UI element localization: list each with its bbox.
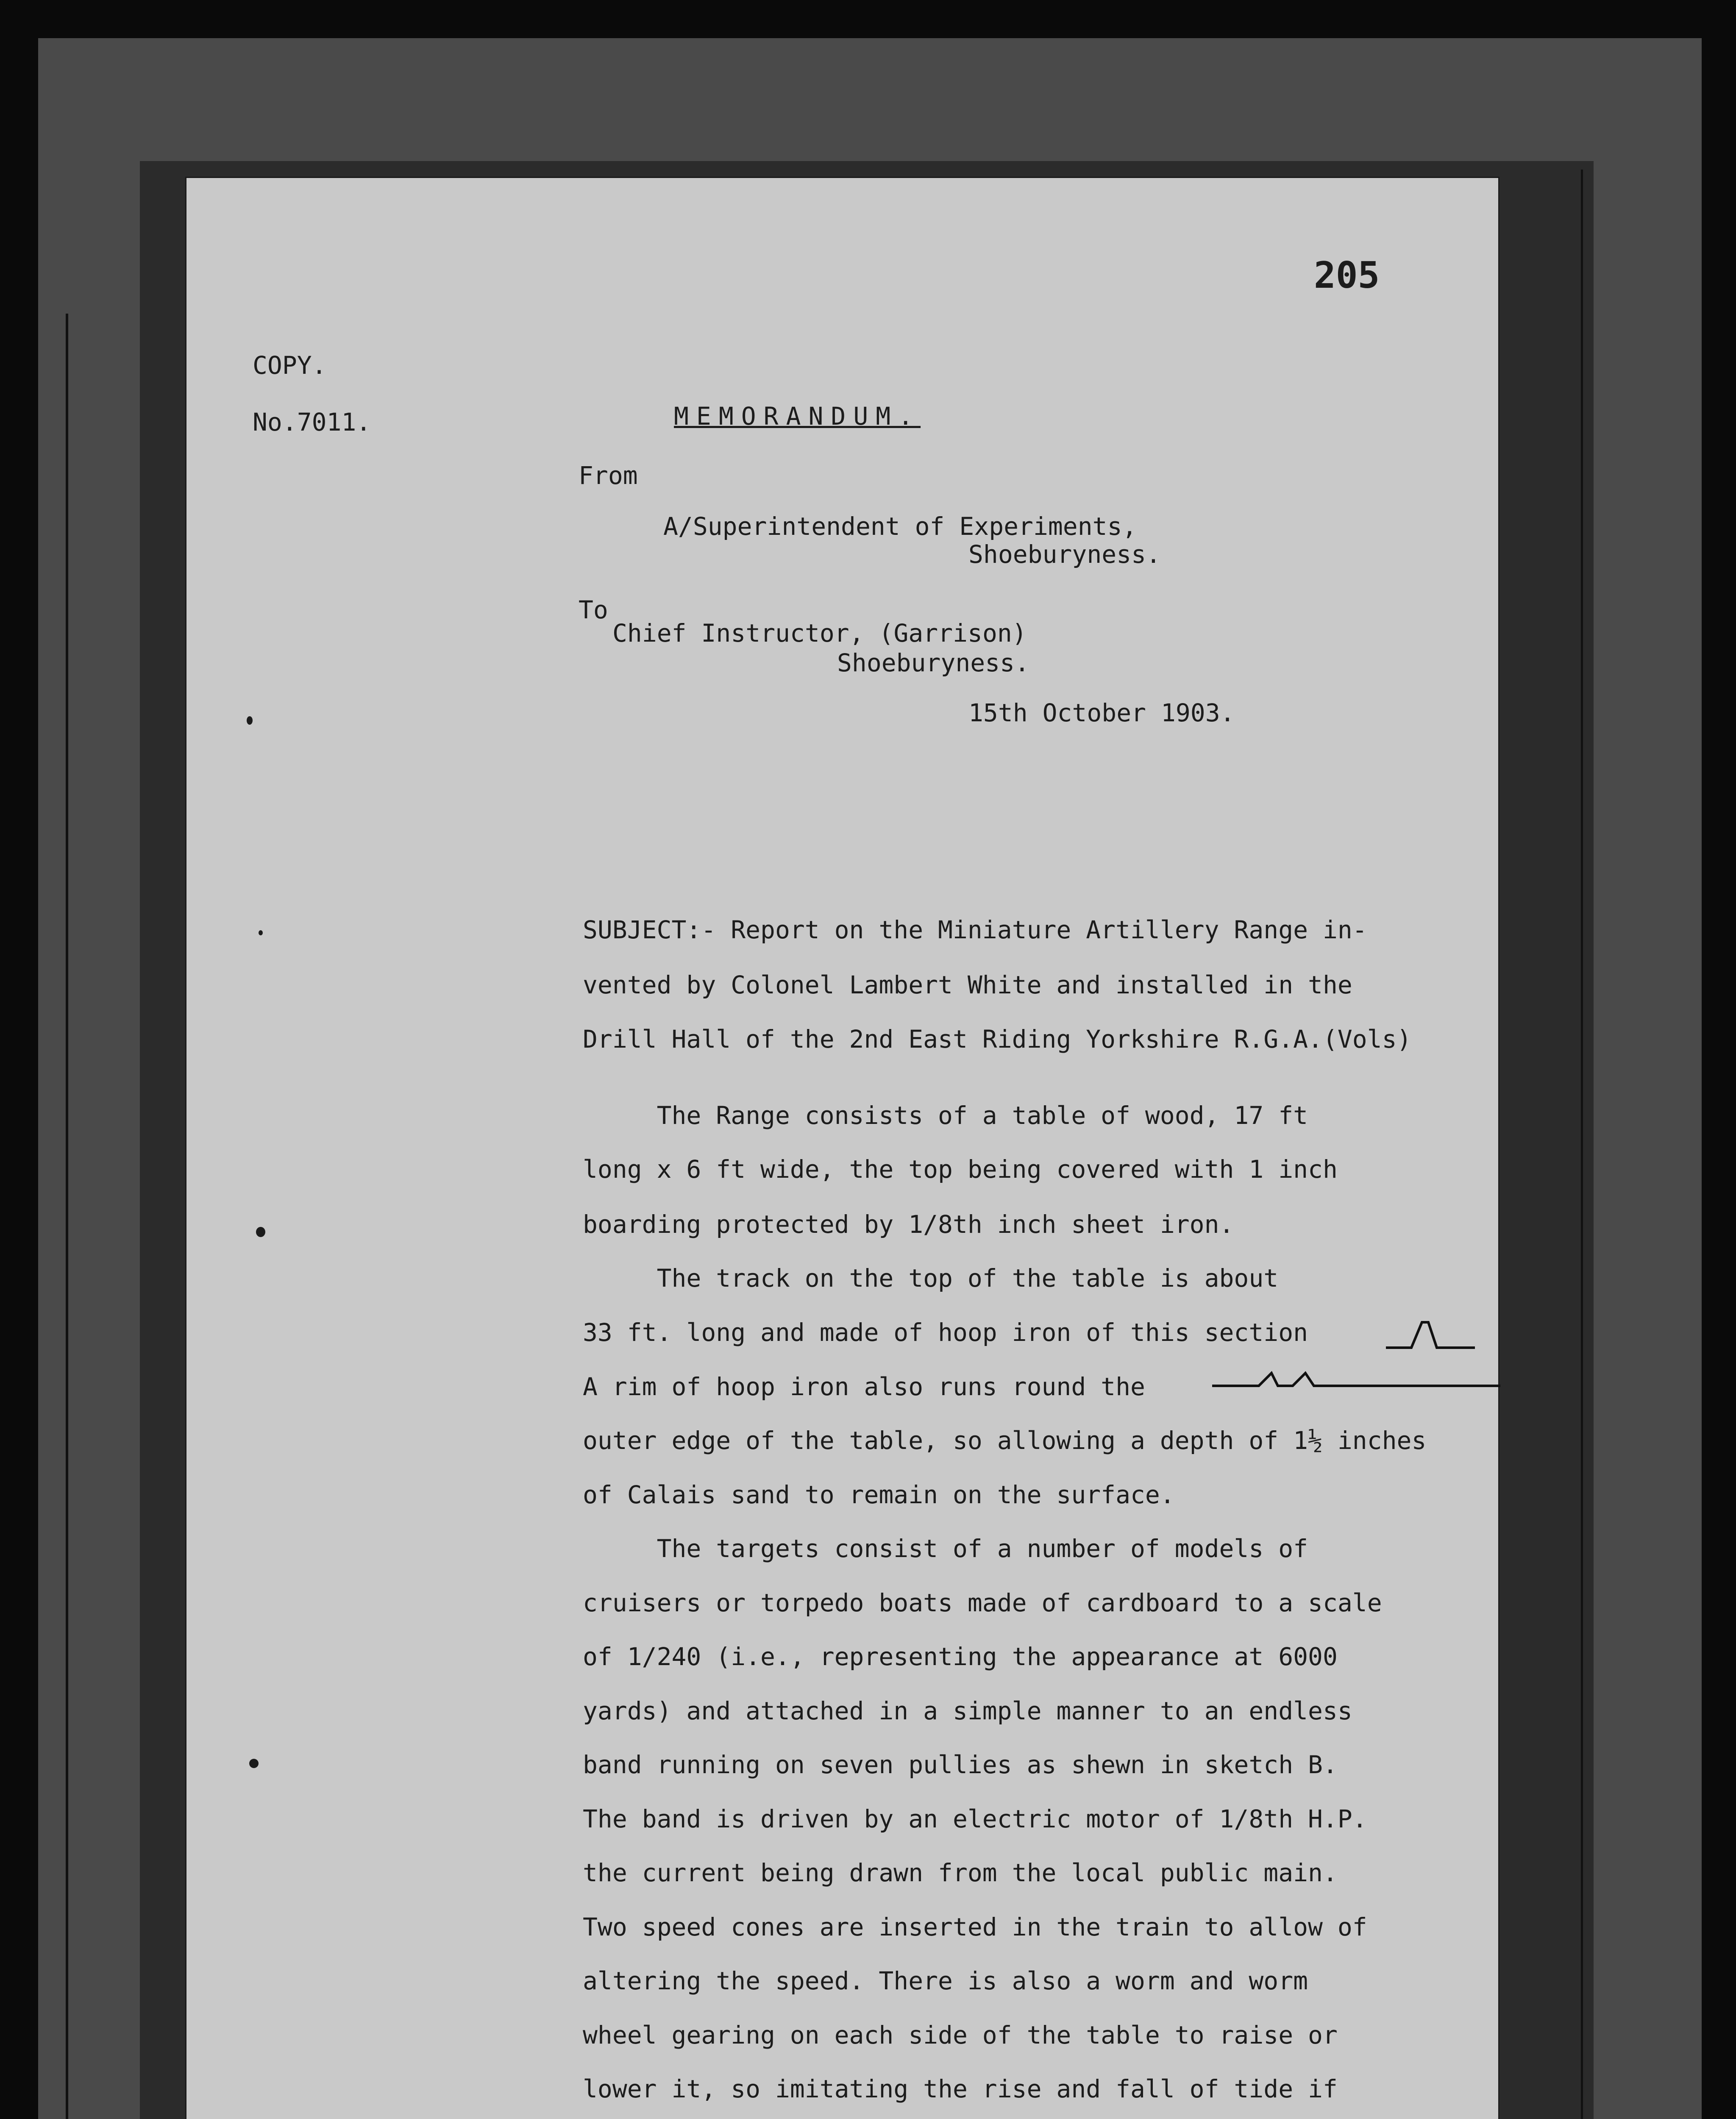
to-line-1: Chief Instructor, (Garrison) [612,619,1027,648]
from-line-1: A/Superintendent of Experiments, [663,512,1137,541]
body-line: SUBJECT:- Report on the Miniature Artillery Range in- [583,915,1367,944]
copy-label: COPY. [253,351,327,380]
body-line: altering the speed. There is also a worm and worm [583,1966,1308,1995]
body-line: yards) and attached in a simple manner to an endless [583,1696,1352,1725]
to-label: To [579,595,608,624]
reference-number: No.7011. [253,408,371,437]
body-line: boarding protected by 1/8th inch sheet iron. [583,1210,1234,1239]
body-line: the current being drawn from the local public main. [583,1858,1338,1887]
memo-date: 15th October 1903. [968,698,1235,727]
body-line: vented by Colonel Lambert White and installed in the [583,971,1352,999]
body-line: wheel gearing on each side of the table to raise or [583,2021,1338,2049]
body-line: lower it, so imitating the rise and fall of tide if [583,2075,1338,2103]
margin-mark [256,1227,265,1237]
body-line: long x 6 ft wide, the top being covered with 1 inch [583,1155,1338,1184]
body-line: The Range consists of a table of wood, 17 ft [583,1101,1308,1130]
to-line-2: Shoeburyness. [837,648,1029,677]
from-label: From [579,461,638,490]
margin-mark [259,930,263,935]
body-line: Drill Hall of the 2nd East Riding Yorkshire R.G.A.(Vols) [583,1025,1412,1054]
frame-rule-right [1581,170,1583,2119]
body-line: Two speed cones are inserted in the train to allow of [583,1913,1367,1941]
body-line: The band is driven by an electric motor of 1/8th H.P. [583,1805,1367,1833]
hoop-iron-section-sketch [1382,1314,1492,1365]
body-line: band running on seven pullies as shewn in sketch B. [583,1750,1338,1779]
frame-rule-left [66,314,68,2119]
body-line: outer edge of the table, so allowing a depth of 1½ inches [583,1426,1427,1455]
memo-heading: MEMORANDUM. [674,402,921,431]
margin-mark [249,1759,259,1768]
body-line: of Calais sand to remain on the surface. [583,1480,1175,1509]
body-line: The track on the top of the table is about [583,1264,1279,1293]
body-line: 33 ft. long and made of hoop iron of this section [583,1318,1308,1347]
page-number: 205 [1314,254,1380,297]
hoop-iron-rim-sketch [1208,1369,1505,1403]
body-line: A rim of hoop iron also runs round the [583,1372,1145,1401]
body-line: The targets consist of a number of models of [583,1534,1308,1563]
body-line: of 1/240 (i.e., representing the appearance at 6000 [583,1642,1338,1671]
margin-mark [247,716,253,725]
from-line-2: Shoeburyness. [968,540,1161,569]
body-line: cruisers or torpedo boats made of cardboard to a scale [583,1588,1382,1617]
